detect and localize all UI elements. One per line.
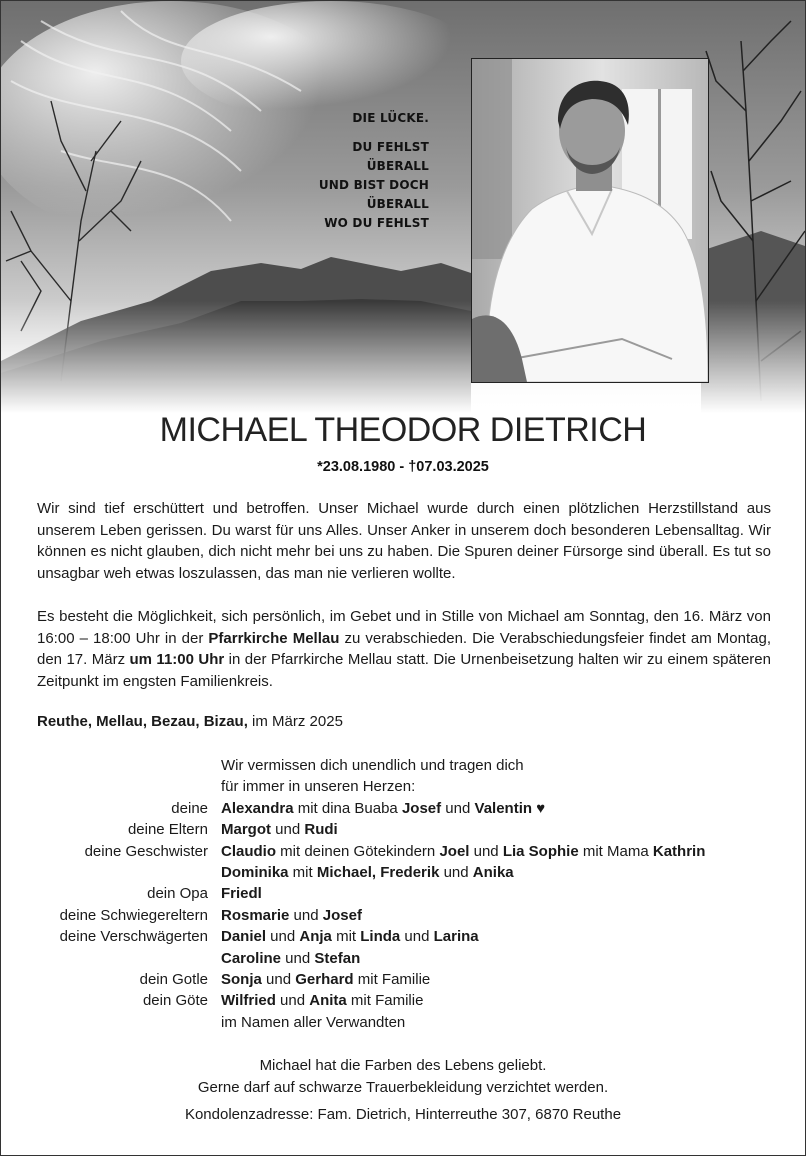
family-label: deine Verschwägerten bbox=[59, 928, 208, 946]
closing-line: Gerne darf auf schwarze Trauerbekleidung verzichtet werden. bbox=[197, 1079, 609, 1096]
farewell-paragraph bbox=[37, 606, 771, 692]
family-row-godmother: dein Gotle Sonja und Gerhard mit Familie bbox=[1, 969, 805, 990]
date: im März 2025 bbox=[252, 713, 343, 730]
quote-line: DU FEHLST bbox=[352, 140, 429, 154]
portrait-photo bbox=[471, 58, 709, 383]
family-intro: für immer in unseren Herzen: bbox=[221, 778, 416, 796]
towns: Reuthe, Mellau, Bezau, Bizau, bbox=[37, 713, 248, 730]
farewell-text: Es besteht die Möglichkeit, sich persönlich, im Gebet und in Stille von Michael am Sonntag, den 16. März von 16:00 – 18:00 Uhr in der bbox=[37, 608, 771, 647]
family-intro: Wir vermissen dich unendlich und tragen dich bbox=[221, 757, 524, 774]
deceased-name: MICHAEL THEODOR DIETRICH bbox=[159, 411, 647, 449]
family-label: deine Geschwister bbox=[84, 842, 208, 860]
quote-line: WO DU FEHLST bbox=[324, 216, 429, 230]
quote-line: DIE LÜCKE. bbox=[352, 111, 429, 125]
life-dates: *23.08.1980 - †07.03.2025 bbox=[317, 459, 489, 475]
memorial-quote bbox=[319, 109, 429, 233]
family-label: dein Göte bbox=[142, 992, 208, 1010]
family-label: deine Schwiegereltern bbox=[59, 906, 208, 924]
family-row-partner: deine Alexandra mit dina Buaba Josef und Valentin ♥ bbox=[1, 798, 805, 819]
condolence-paragraph: Wir sind tief erschüttert und betroffen. Unser Michael wurde durch einen plötzlichen Herzstillstand aus unserem Leben gerissen. Du warst für uns Alles. Unser Anker in unserem doch besonderen Lebensalltag. Wir können es nicht glauben, dich nicht mehr bei uns zu haben. Die Spuren deiner Fürsorge sind überall. Es tut so unsagbar weh etwas loszulassen, das man nie verlieren wollte. bbox=[37, 500, 771, 582]
family-row-in-laws-2: Caroline und Stefan bbox=[221, 949, 361, 967]
family-label: dein Opa bbox=[147, 885, 208, 903]
family-row-parents: deine Eltern Margot und Rudi bbox=[1, 819, 805, 840]
portrait-illustration bbox=[472, 59, 708, 382]
closing-line: Michael hat die Farben des Lebens geliebt. bbox=[259, 1057, 547, 1074]
family-row-parents-in-law: deine Schwiegereltern Rosmarie und Josef bbox=[1, 905, 805, 926]
farewell-text: zu verabschieden. Die Verabschiedungsfeier findet am Montag, den 17. März bbox=[37, 629, 771, 668]
family-row-relatives: im Namen aller Verwandten bbox=[221, 1013, 406, 1031]
quote-line: ÜBERALL bbox=[366, 159, 429, 173]
family-row-siblings-2: Dominika mit Michael, Frederik und Anika bbox=[221, 864, 514, 882]
family-label: dein Gotle bbox=[139, 971, 208, 989]
farewell-text: in der Pfarrkirche Mellau statt. Die Urnenbeisetzung halten wir zu einem späteren Zeitpunkt im engsten Familienkreis. bbox=[37, 651, 771, 690]
condolence-address: Kondolenzadresse: Fam. Dietrich, Hinterreuthe 307, 6870 Reuthe bbox=[184, 1106, 622, 1123]
family-list bbox=[1, 755, 805, 1033]
family-label: deine bbox=[171, 799, 208, 817]
church-name: Pfarrkirche Mellau bbox=[208, 629, 340, 647]
family-row-siblings: deine Geschwister Claudio mit deinen Götekindern Joel und Lia Sophie mit Mama Kathrin bbox=[1, 841, 805, 862]
family-label: deine Eltern bbox=[127, 821, 208, 839]
family-row-in-laws: deine Verschwägerten Daniel und Anja mit Linda und Larina bbox=[1, 926, 805, 947]
closing-note bbox=[1, 1055, 805, 1099]
family-row-grandfather: dein Opa Friedl bbox=[1, 883, 805, 904]
ceremony-time: um 11:00 Uhr bbox=[129, 651, 225, 668]
family-row-godfather: dein Göte Wilfried und Anita mit Familie bbox=[1, 990, 805, 1011]
quote-line: UND BIST DOCH bbox=[318, 178, 429, 192]
place-and-date bbox=[37, 713, 343, 730]
heart-icon: ♥ bbox=[532, 799, 546, 817]
quote-line: ÜBERALL bbox=[366, 197, 429, 211]
